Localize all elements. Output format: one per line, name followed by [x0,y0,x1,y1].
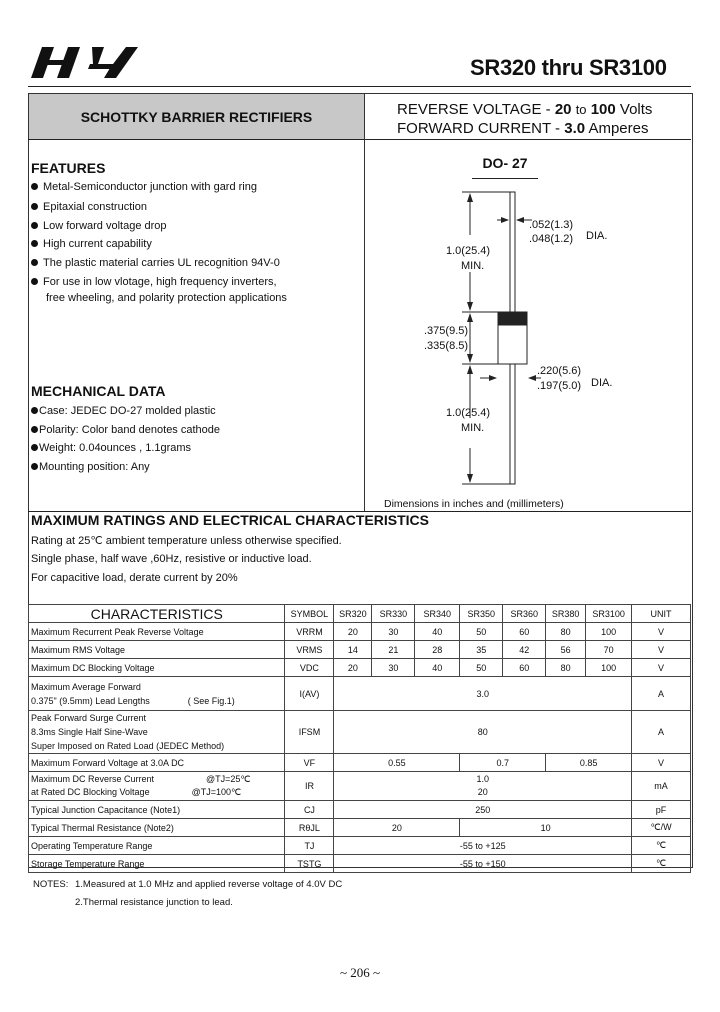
row-unit: ℃ [632,837,691,855]
bullet-icon [31,183,38,190]
row-value: 100 [586,623,632,641]
row-label: Maximum Forward Voltage at 3.0A DC [29,754,285,772]
mechanical-item [31,461,150,474]
characteristics-table [28,604,691,873]
row-value: 60 [503,659,546,677]
mechanical-heading: MECHANICAL DATA [31,383,166,399]
feature-item [31,257,280,270]
row-label: Maximum DC Blocking Voltage [29,659,285,677]
row-label: Maximum RMS Voltage [29,641,285,659]
row-value: 80 [546,623,586,641]
lead-length-bottom-min: MIN. [461,422,485,434]
row-value: 30 [372,623,415,641]
lead-dia-label: DIA. [586,230,608,242]
page-title: SR320 thru SR3100 [470,55,667,80]
row-value: 40 [415,623,460,641]
row-value: 70 [586,641,632,659]
row-symbol: IR [285,772,334,801]
package-label: DO- 27 [472,152,538,179]
row-unit: A [632,677,691,711]
row-label-part: at Rated DC Blocking Voltage [31,787,150,797]
table-row [29,754,691,772]
bullet-icon [31,426,38,433]
ratings-line: Rating at 25℃ ambient temperature unless otherwise specified. [31,535,342,547]
note-1: 1.Measured at 1.0 MHz and applied reverse voltage of 4.0V DC [75,879,343,890]
row-label-part: Maximum DC Reverse Current [31,774,155,784]
forward-current-value: 3.0 [564,120,586,137]
mechanical-item [31,442,191,455]
row-unit: V [632,754,691,772]
row-unit: V [632,659,691,677]
row-label [29,677,285,711]
bullet-icon [31,222,38,229]
feature-text: For use in low vlotage, high frequency inverters, [43,276,277,288]
row-value: 0.55 [334,754,460,772]
row-value: 14 [334,641,372,659]
bullet-icon [31,259,38,266]
feature-item [31,201,147,214]
row-unit: V [632,623,691,641]
notes-label: NOTES: [33,879,69,890]
row-symbol: VF [285,754,334,772]
row-unit: V [632,641,691,659]
header-model: SR330 [372,605,415,623]
row-label [29,772,285,801]
header-model: SR340 [415,605,460,623]
row-label-line: Super Imposed on Rated Load (JEDEC Method) [31,741,225,751]
row-value: 60 [503,623,546,641]
row-value: 35 [460,641,503,659]
table-row [29,641,691,659]
row-value: 42 [503,641,546,659]
category-box [29,94,365,139]
header-model: SR360 [503,605,546,623]
table-row [29,819,691,837]
bullet-icon [31,278,38,285]
reverse-voltage-label: REVERSE VOLTAGE - [397,101,551,118]
lead-length-top: 1.0(25.4) [446,245,491,257]
table-row [29,623,691,641]
row-symbol: CJ [285,801,334,819]
lead-length-top-min: MIN. [461,260,485,272]
row-symbol: VRRM [285,623,334,641]
row-value-line: 20 [477,787,488,797]
row-value: 50 [460,623,503,641]
table-row [29,711,691,754]
row-value: 10 [460,819,632,837]
reverse-voltage-to-word: to [575,102,587,117]
row-value: 20 [334,659,372,677]
row-value: 50 [460,659,503,677]
company-logo [30,44,160,82]
header-model: SR3100 [586,605,632,623]
row-value [334,772,632,801]
row-value: 28 [415,641,460,659]
row-value: -55 to +150 [334,855,632,873]
row-label: Maximum Recurrent Peak Reverse Voltage [29,623,285,641]
reverse-voltage-from: 20 [554,101,572,118]
row-label-part: ( See Fig.1) [187,695,235,706]
mechanical-text: Mounting position: Any [39,461,150,473]
reverse-voltage-unit: Volts [619,101,653,118]
table-header-row [29,605,691,623]
feature-item [31,238,152,251]
header-box-rule [28,139,691,140]
bullet-icon [31,463,38,470]
row-symbol: RθJL [285,819,334,837]
reverse-voltage-to: 100 [590,101,616,118]
row-label-line [31,694,282,708]
body-length-min: .335(8.5) [424,340,469,352]
lead-dia-min: .048(1.2) [529,233,574,245]
ratings-line: Single phase, half wave ,60Hz, resistive or inductive load. [31,553,312,565]
feature-text: Low forward voltage drop [43,220,167,232]
feature-text: High current capability [43,238,152,250]
bullet-icon [31,407,38,414]
header-model: SR320 [334,605,372,623]
row-value: -55 to +125 [334,837,632,855]
lead-dia-max: .052(1.3) [529,219,574,231]
row-unit: A [632,711,691,754]
row-label-line: 8.3ms Single Half Sine-Wave [31,727,148,737]
row-label: Typical Junction Capacitance (Note1) [29,801,285,819]
row-value: 250 [334,801,632,819]
row-value: 56 [546,641,586,659]
feature-text: The plastic material carries UL recognition 94V-0 [43,257,280,269]
ratings-line: For capacitive load, derate current by 20% [31,572,238,584]
row-value: 20 [334,819,460,837]
row-value: 20 [334,623,372,641]
bullet-icon [31,444,38,451]
row-label-line [31,786,282,799]
reverse-voltage-line [397,101,652,118]
header-characteristics: CHARACTERISTICS [29,605,285,623]
row-symbol: VDC [285,659,334,677]
row-label-part: 0.375" (9.5mm) Lead Lengths [31,695,150,706]
forward-current-label: FORWARD CURRENT - [397,120,561,137]
row-label-line: Peak Forward Surge Current [31,713,147,723]
bullet-icon [31,203,38,210]
note-2: 2.Thermal resistance junction to lead. [75,897,233,908]
body-dia-label: DIA. [591,377,613,389]
feature-text: Epitaxial construction [43,201,147,213]
row-value: 21 [372,641,415,659]
header-model: SR350 [460,605,503,623]
mechanical-text: Case: JEDEC DO-27 molded plastic [39,405,216,417]
row-label: Storage Temperature Range [29,855,285,873]
body-dia-min: .197(5.0) [537,380,582,392]
row-symbol: VRMS [285,641,334,659]
lead-length-bottom: 1.0(25.4) [446,407,491,419]
row-unit: pF [632,801,691,819]
row-label-line [31,773,282,786]
body-length-max: .375(9.5) [424,325,469,337]
mechanical-item [31,405,216,418]
features-heading: FEATURES [31,160,106,176]
row-label-part: @TJ=100℃ [191,787,242,797]
table-row [29,837,691,855]
mechanical-text: Weight: 0.04ounces , 1.1grams [39,442,192,454]
header-symbol: SYMBOL [285,605,334,623]
header-unit: UNIT [632,605,691,623]
row-symbol: IFSM [285,711,334,754]
feature-continuation: free wheeling, and polarity protection applications [46,292,287,304]
row-value: 80 [334,711,632,754]
row-symbol: I(AV) [285,677,334,711]
row-symbol: TSTG [285,855,334,873]
row-value: 40 [415,659,460,677]
forward-current-line [397,120,648,137]
do27-outline-diagram [364,180,690,500]
row-unit: ℃/W [632,819,691,837]
feature-text: Metal-Semiconductor junction with gard ring [43,181,257,193]
row-label: Operating Temperature Range [29,837,285,855]
mechanical-text: Polarity: Color band denotes cathode [39,424,221,436]
table-row [29,855,691,873]
row-label: Typical Thermal Resistance (Note2) [29,819,285,837]
row-unit: mA [632,772,691,801]
row-value: 100 [586,659,632,677]
header-rule [28,86,691,87]
row-value: 3.0 [334,677,632,711]
row-label [29,711,285,754]
row-value: 0.85 [546,754,632,772]
ratings-heading: MAXIMUM RATINGS AND ELECTRICAL CHARACTERISTICS [31,512,429,528]
row-label-part: @TJ=25℃ [206,774,251,784]
row-value: 0.7 [460,754,546,772]
table-row [29,659,691,677]
table-row [29,677,691,711]
forward-current-unit: Amperes [588,120,649,137]
row-label-line: Maximum Average Forward [31,681,141,692]
row-value: 80 [546,659,586,677]
row-value: 30 [372,659,415,677]
row-unit: ℃ [632,855,691,873]
feature-item [31,181,257,194]
row-symbol: TJ [285,837,334,855]
diagram-caption: Dimensions in inches and (millimeters) [384,498,564,510]
page-number: ~ 206 ~ [339,965,381,980]
bullet-icon [31,240,38,247]
feature-item [31,276,277,289]
category-label: SCHOTTKY BARRIER RECTIFIERS [80,108,313,125]
mechanical-item [31,424,220,437]
body-dia-max: .220(5.6) [537,365,582,377]
table-row [29,772,691,801]
table-row [29,801,691,819]
feature-item [31,220,167,233]
header-model: SR380 [546,605,586,623]
row-value-line: 1.0 [476,774,490,784]
